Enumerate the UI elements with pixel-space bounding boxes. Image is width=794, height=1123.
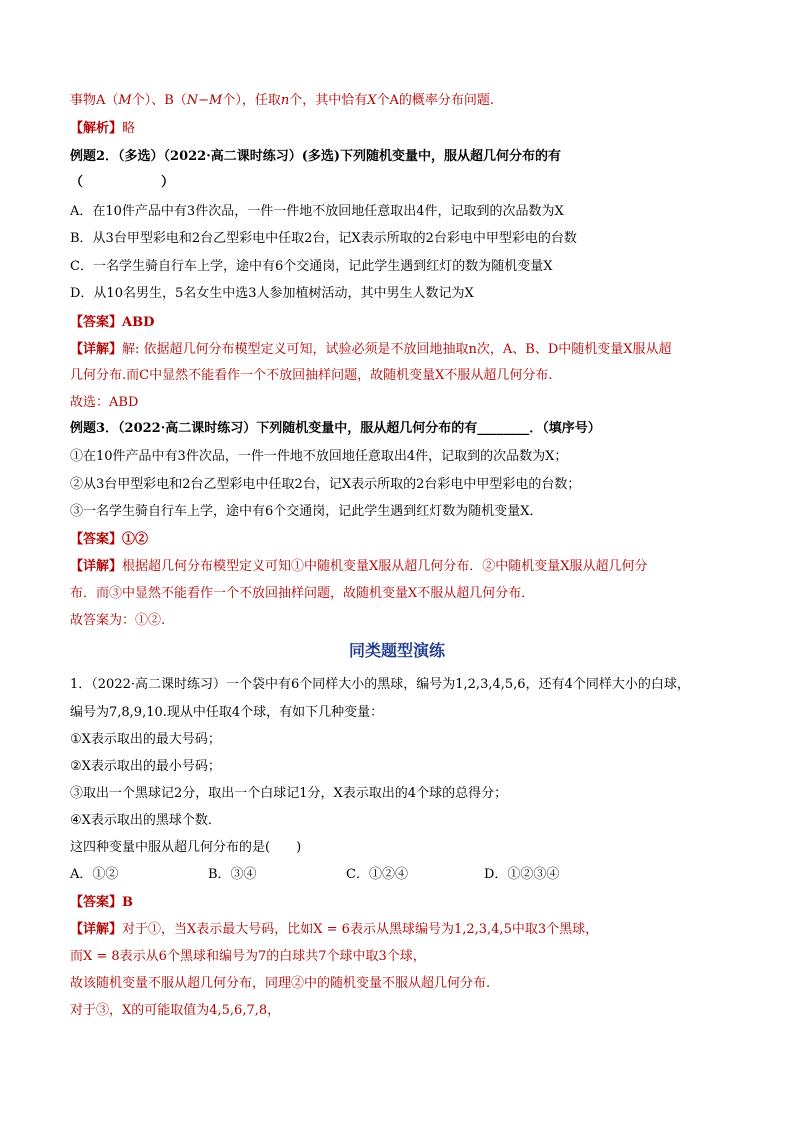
example3-answer: ①② — [122, 532, 149, 547]
example2-paren: （ ） — [70, 175, 175, 190]
question1-detail-line3: 故该随机变量不服从超几何分布，同理②中的随机变量不服从超几何分布. — [70, 976, 491, 991]
example3-detail-line2: 布．而③中显然不能看作一个不放回抽样问题，故随机变量X不服从超几何分布． — [70, 586, 535, 601]
intro-part-i: 个A的概率分布问题. — [376, 93, 495, 108]
question1-option-c: C．①②④ — [346, 867, 408, 882]
question1-detail-label: 【详解】 — [70, 922, 123, 937]
question1-detail-line1 — [70, 921, 598, 939]
example3-item-1: ①在10件产品中有3件次品，一件一件地不放回地任意取出4件，记取到的次品数为X； — [70, 449, 568, 464]
question1-item-4: ④X表示取出的黑球个数． — [70, 813, 221, 828]
example3-title: 例题3．（2022·高二课时练习）下列随机变量中，服从超几何分布的有________．（填序号） — [70, 421, 601, 436]
example3-detail-line1 — [70, 558, 648, 576]
example2-option-a: A．在10件产品中有3件次品，一件一件地不放回地任意取出4件，记取到的次品数为X — [70, 204, 564, 219]
question1-detail-text1: 对于①，当X表示最大号码，比如X = 6表示从黑球编号为1,2,3,4,5中取3个黑球， — [122, 922, 599, 937]
analysis-label: 【解析】 — [70, 121, 123, 136]
intro-part-c: 个）、B（ — [131, 93, 187, 108]
example3-item-2: ②从3台甲型彩电和2台乙型彩电中任取2台，记X表示所取的2台彩电中甲型彩电的台数； — [70, 477, 581, 492]
intro-part-a: 事物A（ — [70, 93, 119, 108]
example3-answer-line — [70, 531, 148, 549]
intro-var-m: M — [118, 93, 132, 108]
question1-detail-line4: 对于③，X的可能取值为4,5,6,7,8， — [70, 1003, 281, 1018]
intro-part-g: 个，其中恰有 — [289, 93, 368, 108]
example2-detail-line2: 几何分布.而C中显然不能看作一个不放回抽样问题，故随机变量X不服从超几何分布. — [70, 368, 553, 383]
example2-option-b: B．从3台甲型彩电和2台乙型彩电中任取2台，记X表示所取的2台彩电中甲型彩电的台数 — [70, 231, 577, 246]
question1-answer-line — [70, 894, 133, 912]
intro-var-x: X — [367, 93, 377, 108]
example2-detail-line1 — [70, 341, 672, 359]
question1-options — [70, 866, 559, 884]
analysis-line — [70, 120, 135, 138]
question1-item-3: ③取出一个黑球记2分，取出一个白球记1分，X表示取出的4个球的总得分； — [70, 786, 508, 801]
example2-title: 例题2．（多选）（2022·高二课时练习）(多选)下列随机变量中，服从超几何分布的有 — [70, 149, 562, 164]
intro-var-n: n — [280, 93, 290, 108]
example3-item-3: ③一名学生骑自行车上学，途中有6个交通岗，记此学生遇到红灯数为随机变量X． — [70, 504, 543, 519]
question1-answer-label: 【答案】 — [70, 895, 123, 910]
example2-answer: ABD — [122, 315, 155, 330]
question1-option-d: D．①②③④ — [484, 867, 560, 882]
example3-answer-label: 【答案】 — [70, 532, 123, 547]
section-heading: 同类题型演练 — [348, 641, 445, 660]
intro-part-e: 个），任取 — [222, 93, 281, 108]
question1-item-2: ②X表示取出的最小号码； — [70, 759, 221, 774]
question1-option-a: A．①② — [70, 867, 119, 882]
question1-stem: 这四种变量中服从超几何分布的是( ) — [70, 840, 302, 855]
example3-detail-label: 【详解】 — [70, 559, 123, 574]
question1-option-b: B．③④ — [208, 867, 257, 882]
question1-detail-line2: 而X = 8表示从6个黑球和编号为7的白球共7个球中取3个球， — [70, 949, 426, 964]
intro-var-nm: N−M — [186, 93, 223, 108]
example2-answer-label: 【答案】 — [70, 315, 123, 330]
example2-choose: 故选：ABD — [70, 395, 139, 410]
example2-detail-text1: 解: 依据超几何分布模型定义可知，试验必须是不放回地抽取n次，A、B、D中随机变量X服从超 — [122, 342, 672, 357]
example2-option-d: D．从10名男生，5名女生中选3人参加植树活动，其中男生人数记为X — [70, 286, 474, 301]
example2-detail-label: 【详解】 — [70, 342, 123, 357]
question1-answer: B — [122, 895, 134, 910]
analysis-text: 略 — [122, 121, 136, 136]
example2-option-c: C．一名学生骑自行车上学，途中有6个交通岗，记此学生遇到红灯的数为随机变量X — [70, 259, 553, 274]
question1-line2: 编号为7,8,9,10.现从中任取4个球，有如下几种变量： — [70, 705, 384, 720]
intro-line — [70, 92, 494, 110]
question1-item-1: ①X表示取出的最大号码； — [70, 732, 221, 747]
example3-detail-text1: 根据超几何分布模型定义可知①中随机变量X服从超几何分布．②中随机变量X服从超几何分 — [122, 559, 648, 574]
example2-answer-line — [70, 314, 154, 332]
example3-final: 故答案为：①②. — [70, 613, 166, 628]
question1-line1: 1．（2022·高二课时练习）一个袋中有6个同样大小的黑球，编号为1,2,3,4,5,6，还有4个同样大小的白球， — [70, 677, 690, 692]
